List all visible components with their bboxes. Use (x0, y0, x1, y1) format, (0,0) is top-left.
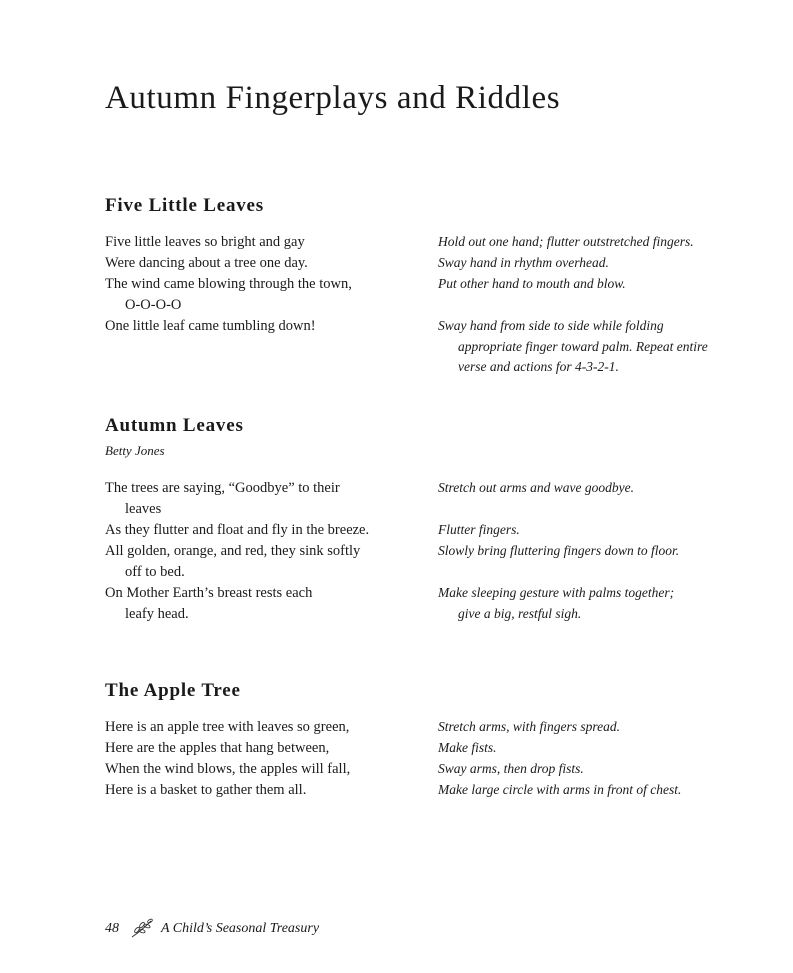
verse-text (105, 520, 427, 541)
action-text (438, 738, 738, 759)
verse-row (105, 583, 745, 623)
action-text (438, 232, 738, 253)
section-title: Autumn Leaves (105, 415, 244, 436)
action-line: Make fists. (438, 740, 497, 755)
action-line: Make sleeping gesture with palms together; (438, 585, 675, 600)
page-footer (105, 918, 319, 940)
action-line: Stretch out arms and wave goodbye. (438, 480, 634, 495)
verse-line: When the wind blows, the apples will fall, (105, 761, 351, 777)
section-the-apple-tree (105, 680, 745, 798)
section-five-little-leaves (105, 195, 745, 374)
verse-row (105, 316, 745, 374)
action-text (438, 759, 738, 780)
action-line: Hold out one hand; flutter outstretched fingers. (438, 234, 694, 249)
verse-text (105, 738, 427, 759)
action-line: Make large circle with arms in front of chest. (438, 782, 682, 797)
action-text (438, 583, 738, 624)
action-line: verse and actions for 4-3-2-1. (458, 359, 619, 374)
section-author: Betty Jones (105, 443, 165, 458)
verse-text (105, 232, 427, 253)
verse-text (105, 759, 427, 780)
section-title: Five Little Leaves (105, 195, 264, 216)
verse-line: Were dancing about a tree one day. (105, 255, 308, 271)
verse-line: The trees are saying, “Goodbye” to their (105, 480, 340, 496)
verse-line: Five little leaves so bright and gay (105, 234, 305, 250)
action-text (438, 717, 738, 738)
page-number: 48 (105, 921, 119, 936)
action-line: give a big, restful sigh. (458, 605, 582, 621)
leaf-sprig-icon (129, 918, 155, 940)
verse-text (105, 253, 427, 274)
verse-row (105, 780, 745, 820)
verse-row (105, 478, 745, 518)
verse-line: As they flutter and float and fly in the breeze. (105, 522, 370, 538)
verse-line: leafy head. (125, 605, 189, 622)
verse-line: Here is a basket to gather them all. (105, 782, 307, 798)
verse-line: The wind came blowing through the town, (105, 276, 352, 292)
action-text (438, 478, 738, 499)
verse-text (105, 583, 427, 624)
action-line: appropriate finger toward palm. Repeat entire (458, 338, 708, 354)
verse-line: Here are the apples that hang between, (105, 740, 330, 756)
action-line: Sway hand in rhythm overhead. (438, 255, 609, 270)
verse-text (105, 274, 427, 315)
action-line: Put other hand to mouth and blow. (438, 276, 626, 291)
action-line: Sway arms, then drop fists. (438, 761, 584, 776)
verse-line: All golden, orange, and red, they sink softly (105, 543, 361, 559)
verse-line: off to bed. (125, 563, 185, 580)
book-title: A Child’s Seasonal Treasury (161, 921, 320, 936)
page-title: Autumn Fingerplays and Riddles (105, 80, 561, 116)
verse-text (105, 478, 427, 519)
verse-text (105, 541, 427, 582)
verse-line: On Mother Earth’s breast rests each (105, 585, 313, 601)
verse-line: One little leaf came tumbling down! (105, 318, 316, 334)
action-line: Slowly bring fluttering fingers down to floor. (438, 543, 680, 558)
action-line: Flutter fingers. (438, 522, 520, 537)
action-text (438, 253, 738, 274)
action-text (438, 520, 738, 541)
verse-text (105, 780, 427, 801)
verse-row (105, 541, 745, 581)
action-line: Stretch arms, with fingers spread. (438, 719, 620, 734)
section-title: The Apple Tree (105, 680, 241, 701)
action-line: Sway hand from side to side while folding (438, 318, 664, 333)
action-text (438, 274, 738, 295)
action-text (438, 316, 738, 378)
action-text (438, 780, 738, 801)
verse-line: Here is an apple tree with leaves so green, (105, 719, 350, 735)
verse-line: O-O-O-O (125, 296, 182, 313)
section-autumn-leaves (105, 415, 745, 622)
verse-text (105, 316, 427, 337)
action-text (438, 541, 738, 562)
verse-line: leaves (125, 500, 162, 517)
verse-text (105, 717, 427, 738)
verse-row (105, 274, 745, 314)
